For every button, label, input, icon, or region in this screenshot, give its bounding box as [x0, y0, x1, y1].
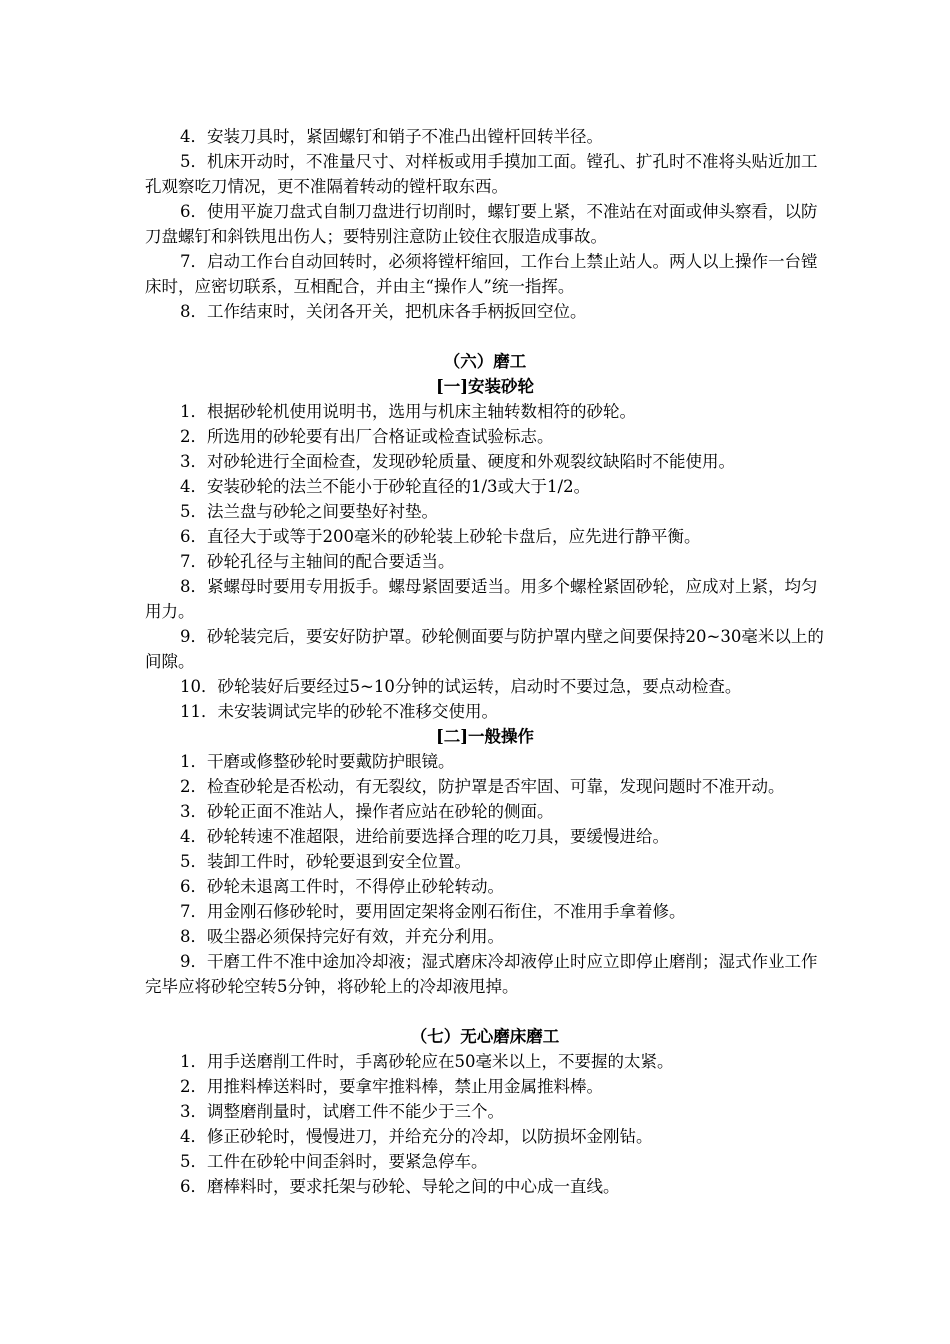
list-item-paragraph: 4．砂轮转速不准超限，进给前要选择合理的吃刀具，要缓慢进给。	[180, 827, 669, 846]
list-item-paragraph: 4．修正砂轮时，慢慢进刀，并给充分的冷却，以防损坏金刚钻。	[180, 1127, 653, 1146]
list-item-paragraph: 1．用手送磨削工件时，手离砂轮应在50毫米以上，不要握的太紧。	[180, 1052, 674, 1071]
section-spacer	[145, 999, 825, 1024]
list-item-paragraph: 5．工件在砂轮中间歪斜时，要紧急停车。	[180, 1152, 488, 1171]
list-item-paragraph: 5．装卸工件时，砂轮要退到安全位置。	[180, 852, 471, 871]
list-item-paragraph: 6．直径大于或等于200毫米的砂轮装上砂轮卡盘后，应先进行静平衡。	[180, 527, 701, 546]
list-item-paragraph: 6．砂轮未退离工件时，不得停止砂轮转动。	[180, 877, 504, 896]
list-item-paragraph: 5．法兰盘与砂轮之间要垫好衬垫。	[180, 502, 438, 521]
list-item-paragraph: 3．调整磨削量时，试磨工件不能少于三个。	[180, 1102, 504, 1121]
list-item-paragraph: 7．用金刚石修砂轮时，要用固定架将金刚石衔住，不准用手拿着修。	[180, 902, 686, 921]
list-item-paragraph: 2．所选用的砂轮要有出厂合格证或检查试验标志。	[180, 427, 554, 446]
list-item-paragraph: 11．未安装调试完毕的砂轮不准移交使用。	[180, 702, 498, 721]
section-heading: [一]安装砂轮	[435, 377, 535, 396]
list-item-paragraph: 2．检查砂轮是否松动，有无裂纹，防护罩是否牢固、可靠，发现问题时不准开动。	[180, 777, 785, 796]
list-item-paragraph: 8．工作结束时，关闭各开关，把机床各手柄扳回空位。	[180, 302, 587, 321]
list-item-paragraph: 4．安装刀具时，紧固螺钉和销子不准凸出镗杆回转半径。	[180, 127, 603, 146]
list-item-paragraph: 2．用推料棒送料时，要拿牢推料棒，禁止用金属推料棒。	[180, 1077, 603, 1096]
list-item-paragraph: 1．干磨或修整砂轮时要戴防护眼镜。	[180, 752, 455, 771]
list-item-paragraph: 7．启动工作台自动回转时，必须将镗杆缩回，工作台上禁止站人。两人以上操作一台镗床时，应密切联系，互相配合，并由主“操作人”统一指挥。	[145, 252, 818, 296]
list-item-paragraph: 1．根据砂轮机使用说明书，选用与机床主轴转数相符的砂轮。	[180, 402, 636, 421]
list-item-paragraph: 8．吸尘器必须保持完好有效，并充分利用。	[180, 927, 504, 946]
section-heading: [二]一般操作	[435, 727, 535, 746]
list-item-paragraph: 3．对砂轮进行全面检查，发现砂轮质量、硬度和外观裂纹缺陷时不能使用。	[180, 452, 735, 471]
list-item-paragraph: 7．砂轮孔径与主轴间的配合要适当。	[180, 552, 455, 571]
list-item-paragraph: 4．安装砂轮的法兰不能小于砂轮直径的1/3或大于1/2。	[180, 477, 591, 496]
list-item-paragraph: 8．紧螺母时要用专用扳手。螺母紧固要适当。用多个螺栓紧固砂轮，应成对上紧，均匀用力。	[145, 577, 818, 621]
list-item-paragraph: 5．机床开动时，不准量尺寸、对样板或用手摸加工面。镗孔、扩孔时不准将头贴近加工孔观察吃刀情况，更不准隔着转动的镗杆取东西。	[145, 152, 818, 196]
list-item-paragraph: 9．砂轮装完后，要安好防护罩。砂轮侧面要与防护罩内壁之间要保持20~30毫米以上的间隙。	[145, 627, 824, 671]
list-item-paragraph: 6．使用平旋刀盘式自制刀盘进行切削时，螺钉要上紧，不准站在对面或伸头察看，以防刀盘螺钉和斜铁甩出伤人；要特别注意防止铰住衣服造成事故。	[145, 202, 818, 246]
list-item-paragraph: 10．砂轮装好后要经过5~10分钟的试运转，启动时不要过急，要点动检查。	[180, 677, 742, 696]
list-item-paragraph: 3．砂轮正面不准站人，操作者应站在砂轮的侧面。	[180, 802, 554, 821]
list-item-paragraph: 6．磨棒料时，要求托架与砂轮、导轮之间的中心成一直线。	[180, 1177, 620, 1196]
section-spacer	[145, 324, 825, 349]
document-body	[145, 124, 825, 1199]
section-heading: （七）无心磨床磨工	[410, 1027, 560, 1046]
list-item-paragraph: 9．干磨工件不准中途加冷却液；湿式磨床冷却液停止时应立即停止磨削；湿式作业工作完毕应将砂轮空转5分钟，将砂轮上的冷却液甩掉。	[145, 952, 818, 996]
section-heading: （六）磨工	[443, 352, 527, 371]
